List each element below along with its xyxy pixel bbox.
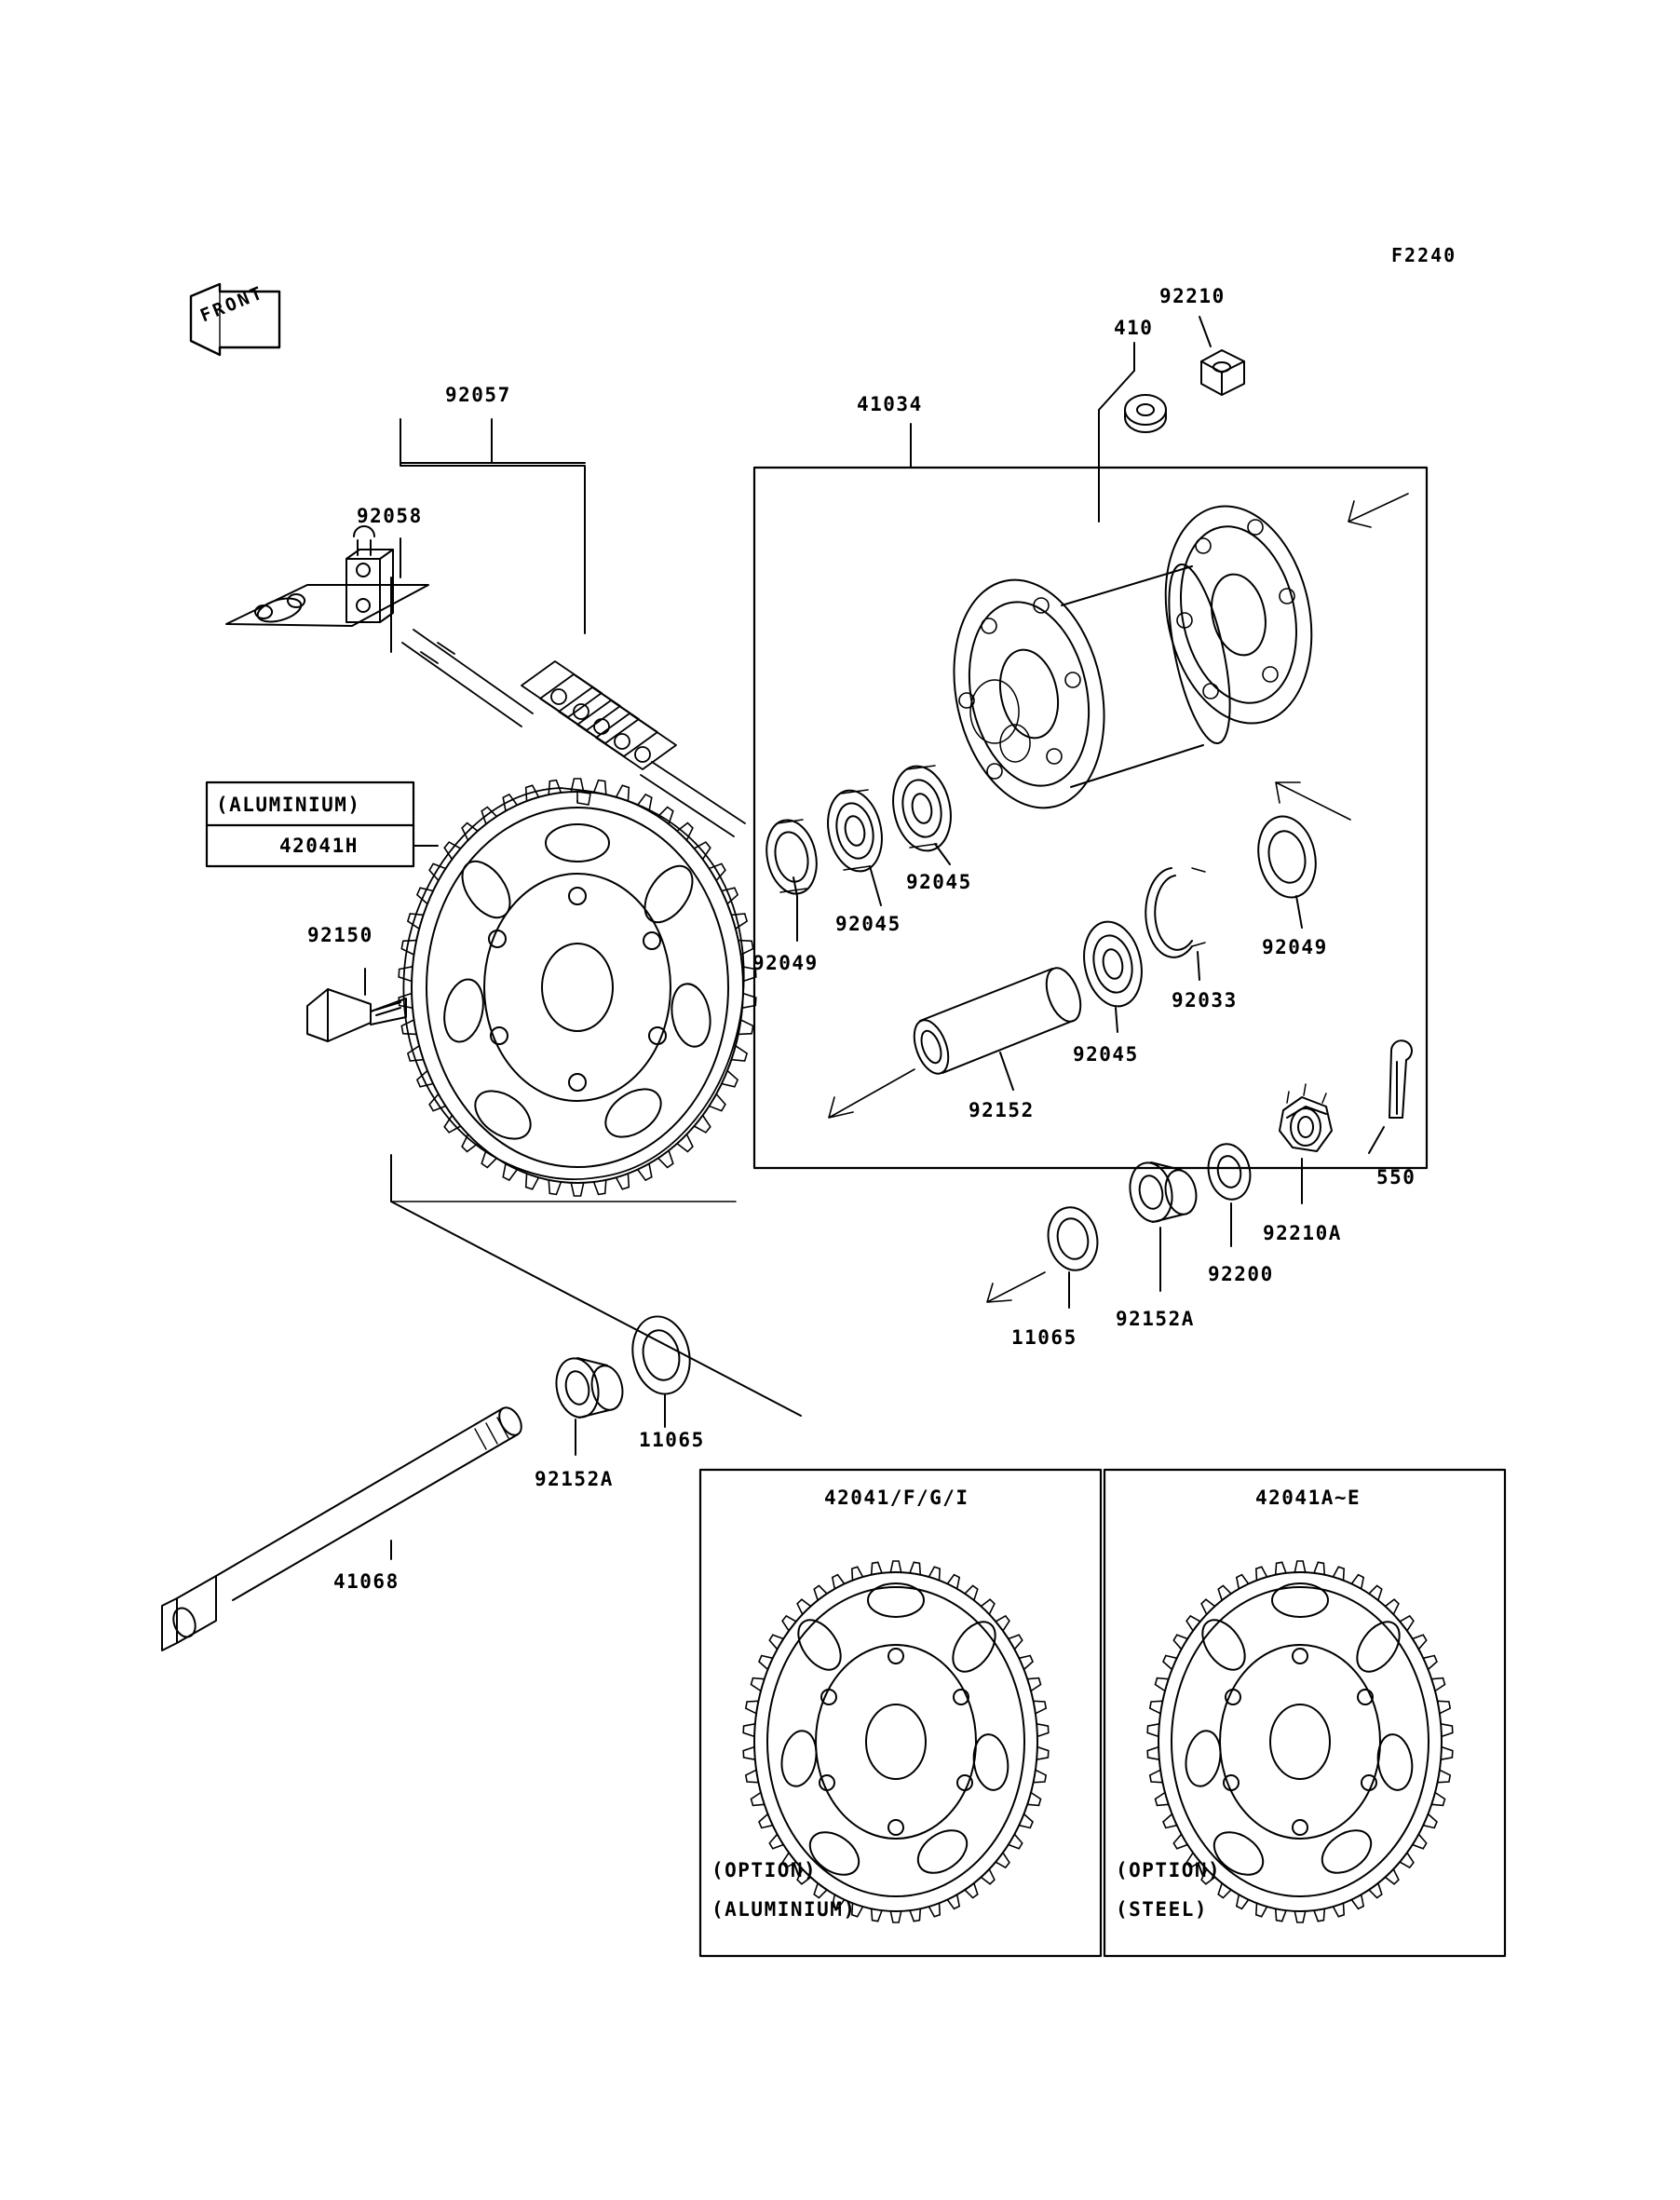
callout-42041H: 42041H: [279, 835, 359, 857]
collar-92152: [908, 963, 1088, 1078]
option-right-note-1: (OPTION): [1116, 1859, 1222, 1881]
option-right-note-2: (STEEL): [1116, 1898, 1209, 1921]
callout-92210: 92210: [1159, 285, 1226, 307]
aluminium-note: (ALUMINIUM): [216, 794, 361, 816]
callout-92150: 92150: [307, 924, 373, 946]
callout-92049-a: 92049: [752, 952, 819, 974]
washer-410: [1125, 395, 1166, 432]
sprocket-bolt-92150: [307, 989, 406, 1041]
bearing-92045-b: [886, 761, 958, 856]
seal-11065-right: [1042, 1202, 1103, 1274]
callout-92057: 92057: [445, 384, 511, 406]
callout-11065-left: 11065: [639, 1429, 705, 1451]
callout-11065-right: 11065: [1011, 1326, 1077, 1349]
axle-41068: [162, 1404, 526, 1650]
bearing-92045-c: [1077, 917, 1149, 1012]
callout-41034: 41034: [857, 393, 923, 415]
callout-92058: 92058: [357, 505, 423, 527]
callout-92045-a: 92045: [906, 871, 972, 893]
chain-master-link: [226, 526, 428, 626]
front-label: FRONT: [197, 281, 268, 327]
callout-550: 550: [1376, 1166, 1416, 1188]
callout-92152A-left: 92152A: [535, 1468, 614, 1490]
washer-92200: [1203, 1140, 1255, 1203]
option-left-title: 42041/F/G/I: [824, 1487, 969, 1509]
rear-hub: [934, 493, 1331, 822]
drive-chain: [402, 630, 745, 836]
option-right-title: 42041A~E: [1255, 1487, 1362, 1509]
callout-92045-b: 92045: [835, 913, 901, 935]
rear-sprocket-aluminium: [412, 792, 743, 1183]
cotter-pin-550: [1389, 1040, 1412, 1118]
option-left-note-2: (ALUMINIUM): [711, 1898, 857, 1921]
callout-41068: 41068: [333, 1570, 400, 1593]
callout-410: 410: [1114, 317, 1154, 339]
castle-nut-92210A: [1280, 1084, 1332, 1151]
callout-92152A-right: 92152A: [1116, 1308, 1195, 1330]
callout-92210A: 92210A: [1263, 1222, 1342, 1244]
seal-92049-right: [1252, 811, 1323, 903]
callout-92200: 92200: [1208, 1263, 1274, 1285]
bearing-92045-a: [820, 785, 888, 876]
option-left-note-1: (OPTION): [711, 1859, 818, 1881]
callout-92033: 92033: [1172, 989, 1238, 1012]
seal-92049-left: [760, 815, 822, 898]
callout-92049-b: 92049: [1262, 936, 1328, 958]
callout-92152: 92152: [969, 1099, 1035, 1121]
circlip-92033: [1145, 868, 1205, 957]
nut-92210: [1201, 350, 1244, 395]
figure-code: F2240: [1391, 244, 1457, 266]
callout-92045-c: 92045: [1073, 1043, 1139, 1066]
collar-92152A-left: [551, 1354, 627, 1421]
